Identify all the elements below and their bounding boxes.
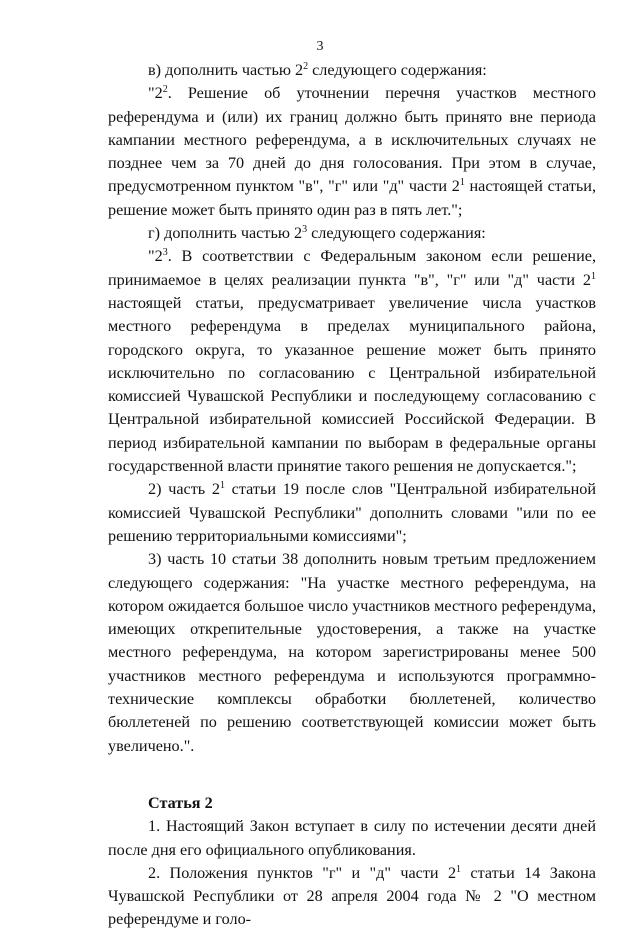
paragraph — [108, 548, 596, 758]
superscript: 1 — [459, 177, 465, 189]
text-segment: статьи 14 Закона Чувашской Республики от 28 апреля 2004 года № 2 "О местном референдуме и голо- — [108, 863, 596, 929]
paragraphs-after — [108, 815, 596, 931]
text-segment: 3) часть 10 статьи 38 дополнить новым третьим предложением следующего содержания: "На участке местного референдума, на котором ожидается большое число участников местного референдума, имеющих открепительные удостоверения, а также на участке местного референдума, на котором зарегистрированы менее 500 участников местного референдума и используются программно-технические комплексы обработки бюллетеней, количество бюллетеней по решению соответствующей комиссии может быть увеличено.". — [108, 550, 596, 755]
text-segment: 2. Положения пунктов "г" и "д" части 2 — [148, 863, 457, 882]
superscript: 3 — [162, 247, 168, 259]
text-segment: "2 — [148, 84, 163, 103]
text-segment: настоящей статьи, предусматривает увеличение числа участков местного референдума в пределах муниципального района, городского округа, то указанное решение может быть принято исключительно по согласованию с Центральной избирательной комиссией Чувашской Республики и последующему согласованию с Центральной избирательной комиссией Российской Федерации. В период избирательной кампании по выборам в федеральные органы государственной власти принятие такого решения не допускается."; — [108, 293, 596, 476]
document-body — [108, 59, 596, 932]
paragraph — [108, 862, 596, 932]
text-segment: следующего содержания: — [307, 224, 486, 243]
text-segment: следующего содержания: — [308, 61, 487, 79]
text-segment: . Решение об уточнении перечня участков местного референдума и (или) их границ должно быть принято вне периода кампании местного референдума, а в исключительных случаях не позднее чем за 70 дней до дня голосования. При этом в случае, предусмотренном пунктом "в", "г" или "д" части 2 — [108, 84, 596, 196]
superscript: 3 — [302, 224, 308, 236]
page-number: 3 — [316, 39, 324, 54]
paragraph — [108, 59, 596, 82]
text-segment: . В соответствии с Федеральным законом если решение, принимаемое в целях реализации пункта "в", "г" или "д" части 2 — [108, 247, 596, 289]
superscript: 2 — [303, 61, 309, 72]
text-segment: "2 — [148, 247, 163, 266]
paragraphs-before — [108, 59, 596, 758]
superscript: 1 — [219, 480, 225, 492]
paragraph — [108, 222, 596, 245]
superscript: 1 — [591, 270, 596, 282]
paragraph — [108, 82, 596, 222]
text-segment: 1. Настоящий Закон вступает в силу по истечении десяти дней после дня его официального опубликования. — [108, 817, 596, 859]
paragraph — [108, 245, 596, 478]
paragraph — [108, 815, 596, 862]
text-segment: в) дополнить частью 2 — [148, 61, 304, 79]
superscript: 2 — [162, 84, 168, 96]
paragraph — [108, 478, 596, 548]
text-segment: г) дополнить частью 2 — [148, 224, 303, 243]
text-segment: статьи 19 после слов "Центральной избирательной комиссией Чувашской Республики" дополнить словами "или по ее решению территориальными комиссиями"; — [108, 480, 597, 545]
text-segment: 2) часть 2 — [148, 480, 220, 499]
article-heading: Статья 2 — [148, 793, 213, 812]
text-segment: настоящей статьи, решение может быть принято один раз в пять лет."; — [108, 177, 596, 219]
superscript: 1 — [456, 863, 462, 875]
